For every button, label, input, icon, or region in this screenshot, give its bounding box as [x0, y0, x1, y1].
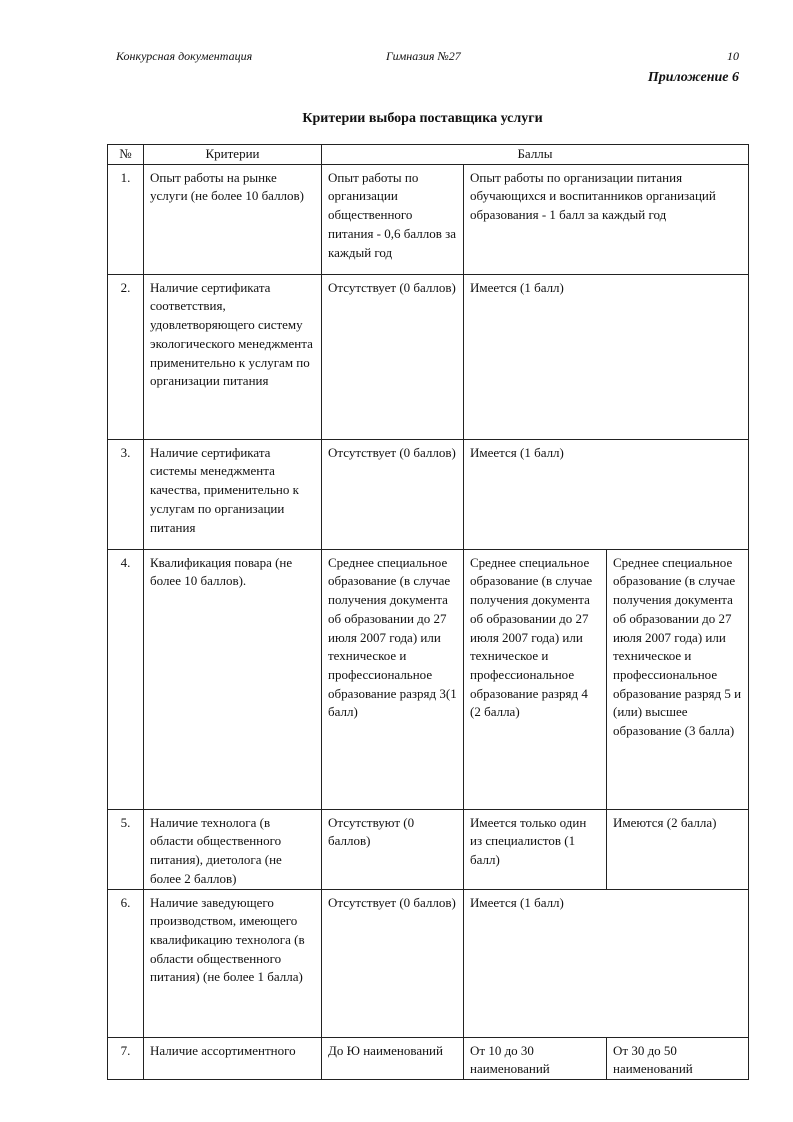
table-row	[108, 1037, 749, 1079]
row-criteria: Наличие сертификата системы менеджмента качества, применительно к услугам по организации питания	[144, 439, 322, 549]
table-header-row	[108, 145, 749, 165]
page-title: Критерии выбора поставщика услуги	[302, 111, 543, 126]
header-points: Баллы	[322, 145, 749, 165]
row-number: 3.	[108, 439, 144, 549]
row-number: 7.	[108, 1037, 144, 1079]
points-cell: Среднее специальное образование (в случае получения документа об образовании до 27 июля 2007 года) или техническое и профессиональное образование разряд 4 (2 балла)	[464, 549, 607, 809]
table-row	[108, 889, 749, 1037]
points-cell: Среднее специальное образование (в случае получения документа об образовании до 27 июля 2007 года) или техническое и профессиональное образование разряд 3(1 балл)	[322, 549, 464, 809]
appendix-label: Приложение 6	[647, 70, 739, 85]
table-row	[108, 274, 749, 439]
row-number: 5.	[108, 809, 144, 889]
points-cell: Имеется (1 балл)	[464, 274, 749, 439]
points-cell: От 10 до 30 наименований	[464, 1037, 607, 1079]
row-criteria: Квалификация повара (не более 10 баллов).	[144, 549, 322, 809]
row-criteria: Наличие ассортиментного	[144, 1037, 322, 1079]
page-number: 10	[727, 49, 739, 63]
row-number: 6.	[108, 889, 144, 1037]
table-row	[108, 809, 749, 889]
row-criteria: Опыт работы на рынке услуги (не более 10 баллов)	[144, 164, 322, 274]
row-number: 4.	[108, 549, 144, 809]
points-cell: Опыт работы по организации питания обучающихся и воспитанников организаций образования - 1 балл за каждый год	[464, 164, 749, 274]
points-cell: Отсутствует (0 баллов)	[322, 439, 464, 549]
row-number: 1.	[108, 164, 144, 274]
points-cell: Опыт работы по организации общественного питания - 0,6 баллов за каждый год	[322, 164, 464, 274]
points-cell: Имеется (1 балл)	[464, 439, 749, 549]
header-school: Гимназия №27	[386, 49, 461, 63]
points-cell: Отсутствует (0 баллов)	[322, 889, 464, 1037]
points-cell: Отсутствует (0 баллов)	[322, 274, 464, 439]
row-criteria: Наличие заведующего производством, имеющего квалификацию технолога (в области общественного питания) (не более 1 балла)	[144, 889, 322, 1037]
points-cell: Имеется (1 балл)	[464, 889, 749, 1037]
points-cell: Имеются (2 балла)	[607, 809, 749, 889]
criteria-table	[107, 144, 749, 1080]
header-doc-type: Конкурсная документация	[116, 49, 253, 63]
points-cell: От 30 до 50 наименований	[607, 1037, 749, 1079]
points-cell: Отсутствуют (0 баллов)	[322, 809, 464, 889]
table-row	[108, 439, 749, 549]
row-criteria: Наличие технолога (в области общественного питания), диетолога (не более 2 баллов)	[144, 809, 322, 889]
points-cell: До Ю наименований	[322, 1037, 464, 1079]
points-cell: Среднее специальное образование (в случае получения документа об образовании до 27 июля 2007 года) или техническое и профессиональное образование разряд 5 и (или) высшее образование (3 балла)	[607, 549, 749, 809]
row-number: 2.	[108, 274, 144, 439]
table-row	[108, 549, 749, 809]
header-criteria: Критерии	[144, 145, 322, 165]
points-cell: Имеется только один из специалистов (1 балл)	[464, 809, 607, 889]
row-criteria: Наличие сертификата соответствия, удовлетворяющего систему экологического менеджмента применительно к услугам по организации питания	[144, 274, 322, 439]
header-number: №	[108, 145, 144, 165]
table-row	[108, 164, 749, 274]
